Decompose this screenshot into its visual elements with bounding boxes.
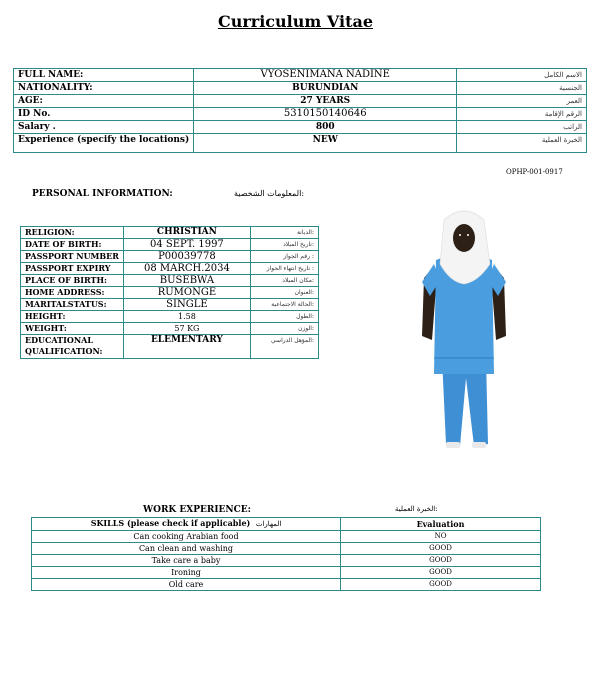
- candidate-photo: [420, 208, 508, 452]
- age-label: AGE:: [14, 95, 194, 108]
- passport-number-value: P00039778: [123, 251, 250, 263]
- marital-status-label: MARITALSTATUS:: [21, 299, 124, 311]
- height-value: 1.58: [123, 311, 250, 323]
- table-row: [21, 287, 319, 299]
- table-row: [21, 227, 319, 239]
- religion-value: CHRISTIAN: [123, 227, 250, 239]
- work-experience-heading: WORK EXPERIENCE:: [143, 505, 251, 515]
- table-row: [21, 311, 319, 323]
- table-row: [14, 121, 587, 134]
- table-row: [21, 263, 319, 275]
- skill-evaluation: GOOD: [341, 555, 541, 567]
- place-of-birth-value: BUSEBWA: [123, 275, 250, 287]
- home-address-value: RUMONGE: [123, 287, 250, 299]
- height-arabic: الطول:: [250, 311, 318, 323]
- work-experience-heading-arabic: الخبرة العملية:: [395, 505, 438, 513]
- table-header-row: [32, 518, 541, 531]
- education-arabic: المؤهل الدراسي:: [250, 335, 318, 359]
- skill-evaluation: GOOD: [341, 579, 541, 591]
- table-row: [21, 335, 319, 359]
- table-row: [32, 543, 541, 555]
- skill-evaluation: NO: [341, 531, 541, 543]
- reference-code: OPHP-001-0917: [506, 168, 563, 176]
- id-arabic: الرقم الإقامة: [457, 108, 587, 121]
- skills-header-text: SKILLS (please check if applicable): [90, 518, 251, 528]
- personal-info-heading: PERSONAL INFORMATION:: [32, 189, 173, 199]
- experience-arabic: الخبرة العملية: [457, 134, 587, 153]
- table-row: [21, 299, 319, 311]
- passport-expiry-label: PASSPORT EXPIRY: [21, 263, 124, 275]
- table-row: [14, 69, 587, 82]
- salary-value: 800: [194, 121, 457, 134]
- table-row: [21, 323, 319, 335]
- dob-label: DATE OF BIRTH:: [21, 239, 124, 251]
- home-address-label: HOME ADDRESS:: [21, 287, 124, 299]
- skill-evaluation: GOOD: [341, 543, 541, 555]
- full-name-arabic: الاسم الكامل: [457, 69, 587, 82]
- nationality-arabic: الجنسية: [457, 82, 587, 95]
- passport-number-label: PASSPORT NUMBER: [21, 251, 124, 263]
- skills-header: [32, 518, 341, 531]
- age-arabic: العمر: [457, 95, 587, 108]
- experience-value: NEW: [194, 134, 457, 153]
- basic-info-table: [13, 68, 587, 153]
- personal-info-table: [20, 226, 319, 359]
- table-row: [14, 108, 587, 121]
- education-label: EDUCATIONAL QUALIFICATION:: [21, 335, 124, 359]
- place-of-birth-label: PLACE OF BIRTH:: [21, 275, 124, 287]
- skill-name: Old care: [32, 579, 341, 591]
- skill-evaluation: GOOD: [341, 567, 541, 579]
- passport-expiry-value: 08 MARCH.2034: [123, 263, 250, 275]
- place-of-birth-arabic: مكان الميلاد:: [250, 275, 318, 287]
- religion-arabic: الديانة:: [250, 227, 318, 239]
- evaluation-header: Evaluation: [341, 518, 541, 531]
- passport-expiry-arabic: تاريخ انتهاء الجواز :: [250, 263, 318, 275]
- salary-arabic: الراتب: [457, 121, 587, 134]
- cv-title: Curriculum Vitae: [217, 12, 374, 31]
- height-label: HEIGHT:: [21, 311, 124, 323]
- experience-label: Experience (specify the locations): [14, 134, 194, 153]
- skills-table: [31, 517, 541, 591]
- skills-header-arabic: المهارات: [255, 520, 282, 528]
- id-value: 5310150140646: [194, 108, 457, 121]
- table-row: [21, 239, 319, 251]
- weight-arabic: الوزن:: [250, 323, 318, 335]
- religion-label: RELIGION:: [21, 227, 124, 239]
- education-value: ELEMENTARY: [123, 335, 250, 359]
- table-row: [14, 95, 587, 108]
- home-address-arabic: العنوان:: [250, 287, 318, 299]
- id-label: ID No.: [14, 108, 194, 121]
- table-row: [32, 579, 541, 591]
- skill-name: Can cooking Arabian food: [32, 531, 341, 543]
- skill-name: Ironing: [32, 567, 341, 579]
- table-row: [21, 251, 319, 263]
- weight-value: 57 KG: [123, 323, 250, 335]
- weight-label: WEIGHT:: [21, 323, 124, 335]
- table-row: [32, 555, 541, 567]
- full-name-value: VYOSENIMANA NADINE: [194, 69, 457, 82]
- skill-name: Can clean and washing: [32, 543, 341, 555]
- nationality-value: BURUNDIAN: [194, 82, 457, 95]
- table-row: [21, 275, 319, 287]
- nationality-label: NATIONALITY:: [14, 82, 194, 95]
- table-row: [32, 567, 541, 579]
- table-row: [32, 531, 541, 543]
- full-name-label: FULL NAME:: [14, 69, 194, 82]
- dob-value: 04 SEPT. 1997: [123, 239, 250, 251]
- table-row: [14, 134, 587, 153]
- salary-label: Salary .: [14, 121, 194, 134]
- dob-arabic: تاريخ الميلاد:: [250, 239, 318, 251]
- marital-status-value: SINGLE: [123, 299, 250, 311]
- personal-info-heading-arabic: المعلومات الشخصية:: [234, 189, 305, 198]
- passport-number-arabic: رقم الجواز :: [250, 251, 318, 263]
- age-value: 27 YEARS: [194, 95, 457, 108]
- marital-status-arabic: الحالة الاجتماعية:: [250, 299, 318, 311]
- table-row: [14, 82, 587, 95]
- skill-name: Take care a baby: [32, 555, 341, 567]
